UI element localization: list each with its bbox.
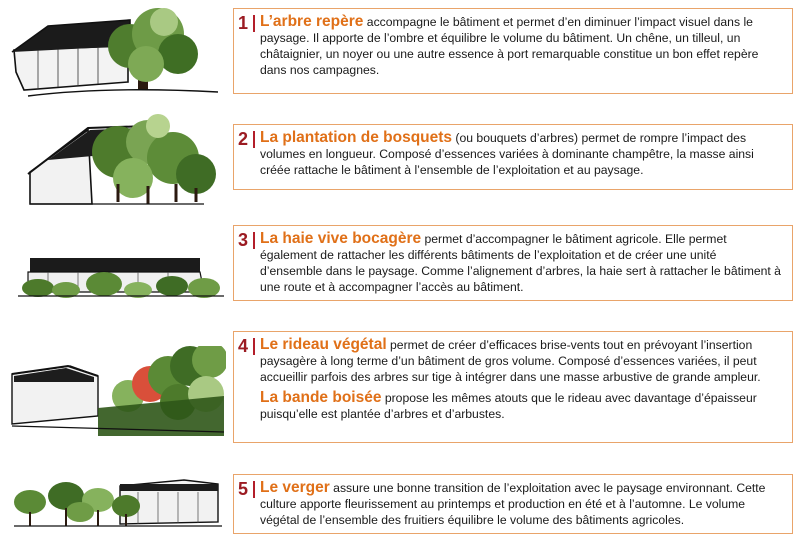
item-title: Le verger — [260, 479, 330, 496]
item-title: La haie vive bocagère — [260, 230, 422, 247]
card-verger — [233, 474, 793, 534]
item-number: 4 — [238, 336, 249, 356]
item-title: Le rideau végétal — [260, 336, 387, 353]
item-text: permet de créer d’efficaces brise-vents tout en prévoyant l’insertion paysagère à long terme d’un bâtiment de gros volume. Composé d’essences variées, il peut accueillir parfois des arbres sur tige à intégrer dans une masse arbustive de grande ampleur. — [260, 338, 761, 384]
item-text: accompagne le bâtiment et permet d’en diminuer l’impact visuel dans le paysage. Il apporte de l’ombre et équilibre le volume du bâtiment. Un chêne, un tilleul, un châtaignier, un noyer ou une autre essence à port remarquable constitue un bon effet repère dans nos campagnes. — [260, 15, 759, 77]
item-number: 2 — [238, 129, 249, 149]
item-text: permet d’accompagner le bâtiment agricole. Elle permet également de rattacher les différents bâtiments de l’exploitation et de créer une unité d’ensemble dans le paysage. Comme l’alignement d’arbres, la haie sert à rattacher le bâtiment à une route et à accompagner l’accès au bâtiment. — [260, 232, 781, 294]
illustration-rideau-vegetal — [8, 346, 226, 440]
item-number: 1 — [238, 13, 249, 33]
illustration-haie-bocagere — [8, 238, 226, 300]
item-title: La plantation de bosquets — [260, 129, 453, 146]
card-haie-bocagere — [233, 225, 793, 301]
number-divider — [253, 481, 255, 498]
number-divider — [253, 338, 255, 355]
item-title: L’arbre repère — [260, 13, 364, 30]
number-divider — [253, 131, 255, 148]
item-number: 5 — [238, 479, 249, 499]
illustration-verger — [8, 470, 226, 532]
number-divider — [253, 232, 255, 249]
item-title-secondary: La bande boisée — [260, 389, 382, 406]
illustration-arbre-repere — [8, 6, 226, 102]
number-divider — [253, 15, 255, 32]
card-rideau-vegetal — [233, 331, 793, 443]
card-arbre-repere — [233, 8, 793, 94]
item-text: (ou bouquets d’arbres) permet de rompre l’impact des volumes en longueur. Composé d’essences variées à dominante champêtre, la masse ainsi créée rattache le bâtiment à l’ensemble de l’exploitation et au paysage. — [260, 131, 754, 177]
card-bosquets — [233, 124, 793, 190]
item-number: 3 — [238, 230, 249, 250]
item-text: assure une bonne transition de l’exploitation avec le paysage environnant. Cette culture apporte fleurissement au printemps et production en été et à l’automne. Le volume végétal de l’ensemble des fruitiers équilibre le volume des bâtiments agricoles. — [260, 481, 766, 527]
item-text-secondary: propose les mêmes atouts que le rideau avec davantage d’épaisseur puisqu’elle est plantée d’arbres et d’arbustes. — [260, 391, 757, 421]
illustration-bosquets — [8, 112, 226, 210]
